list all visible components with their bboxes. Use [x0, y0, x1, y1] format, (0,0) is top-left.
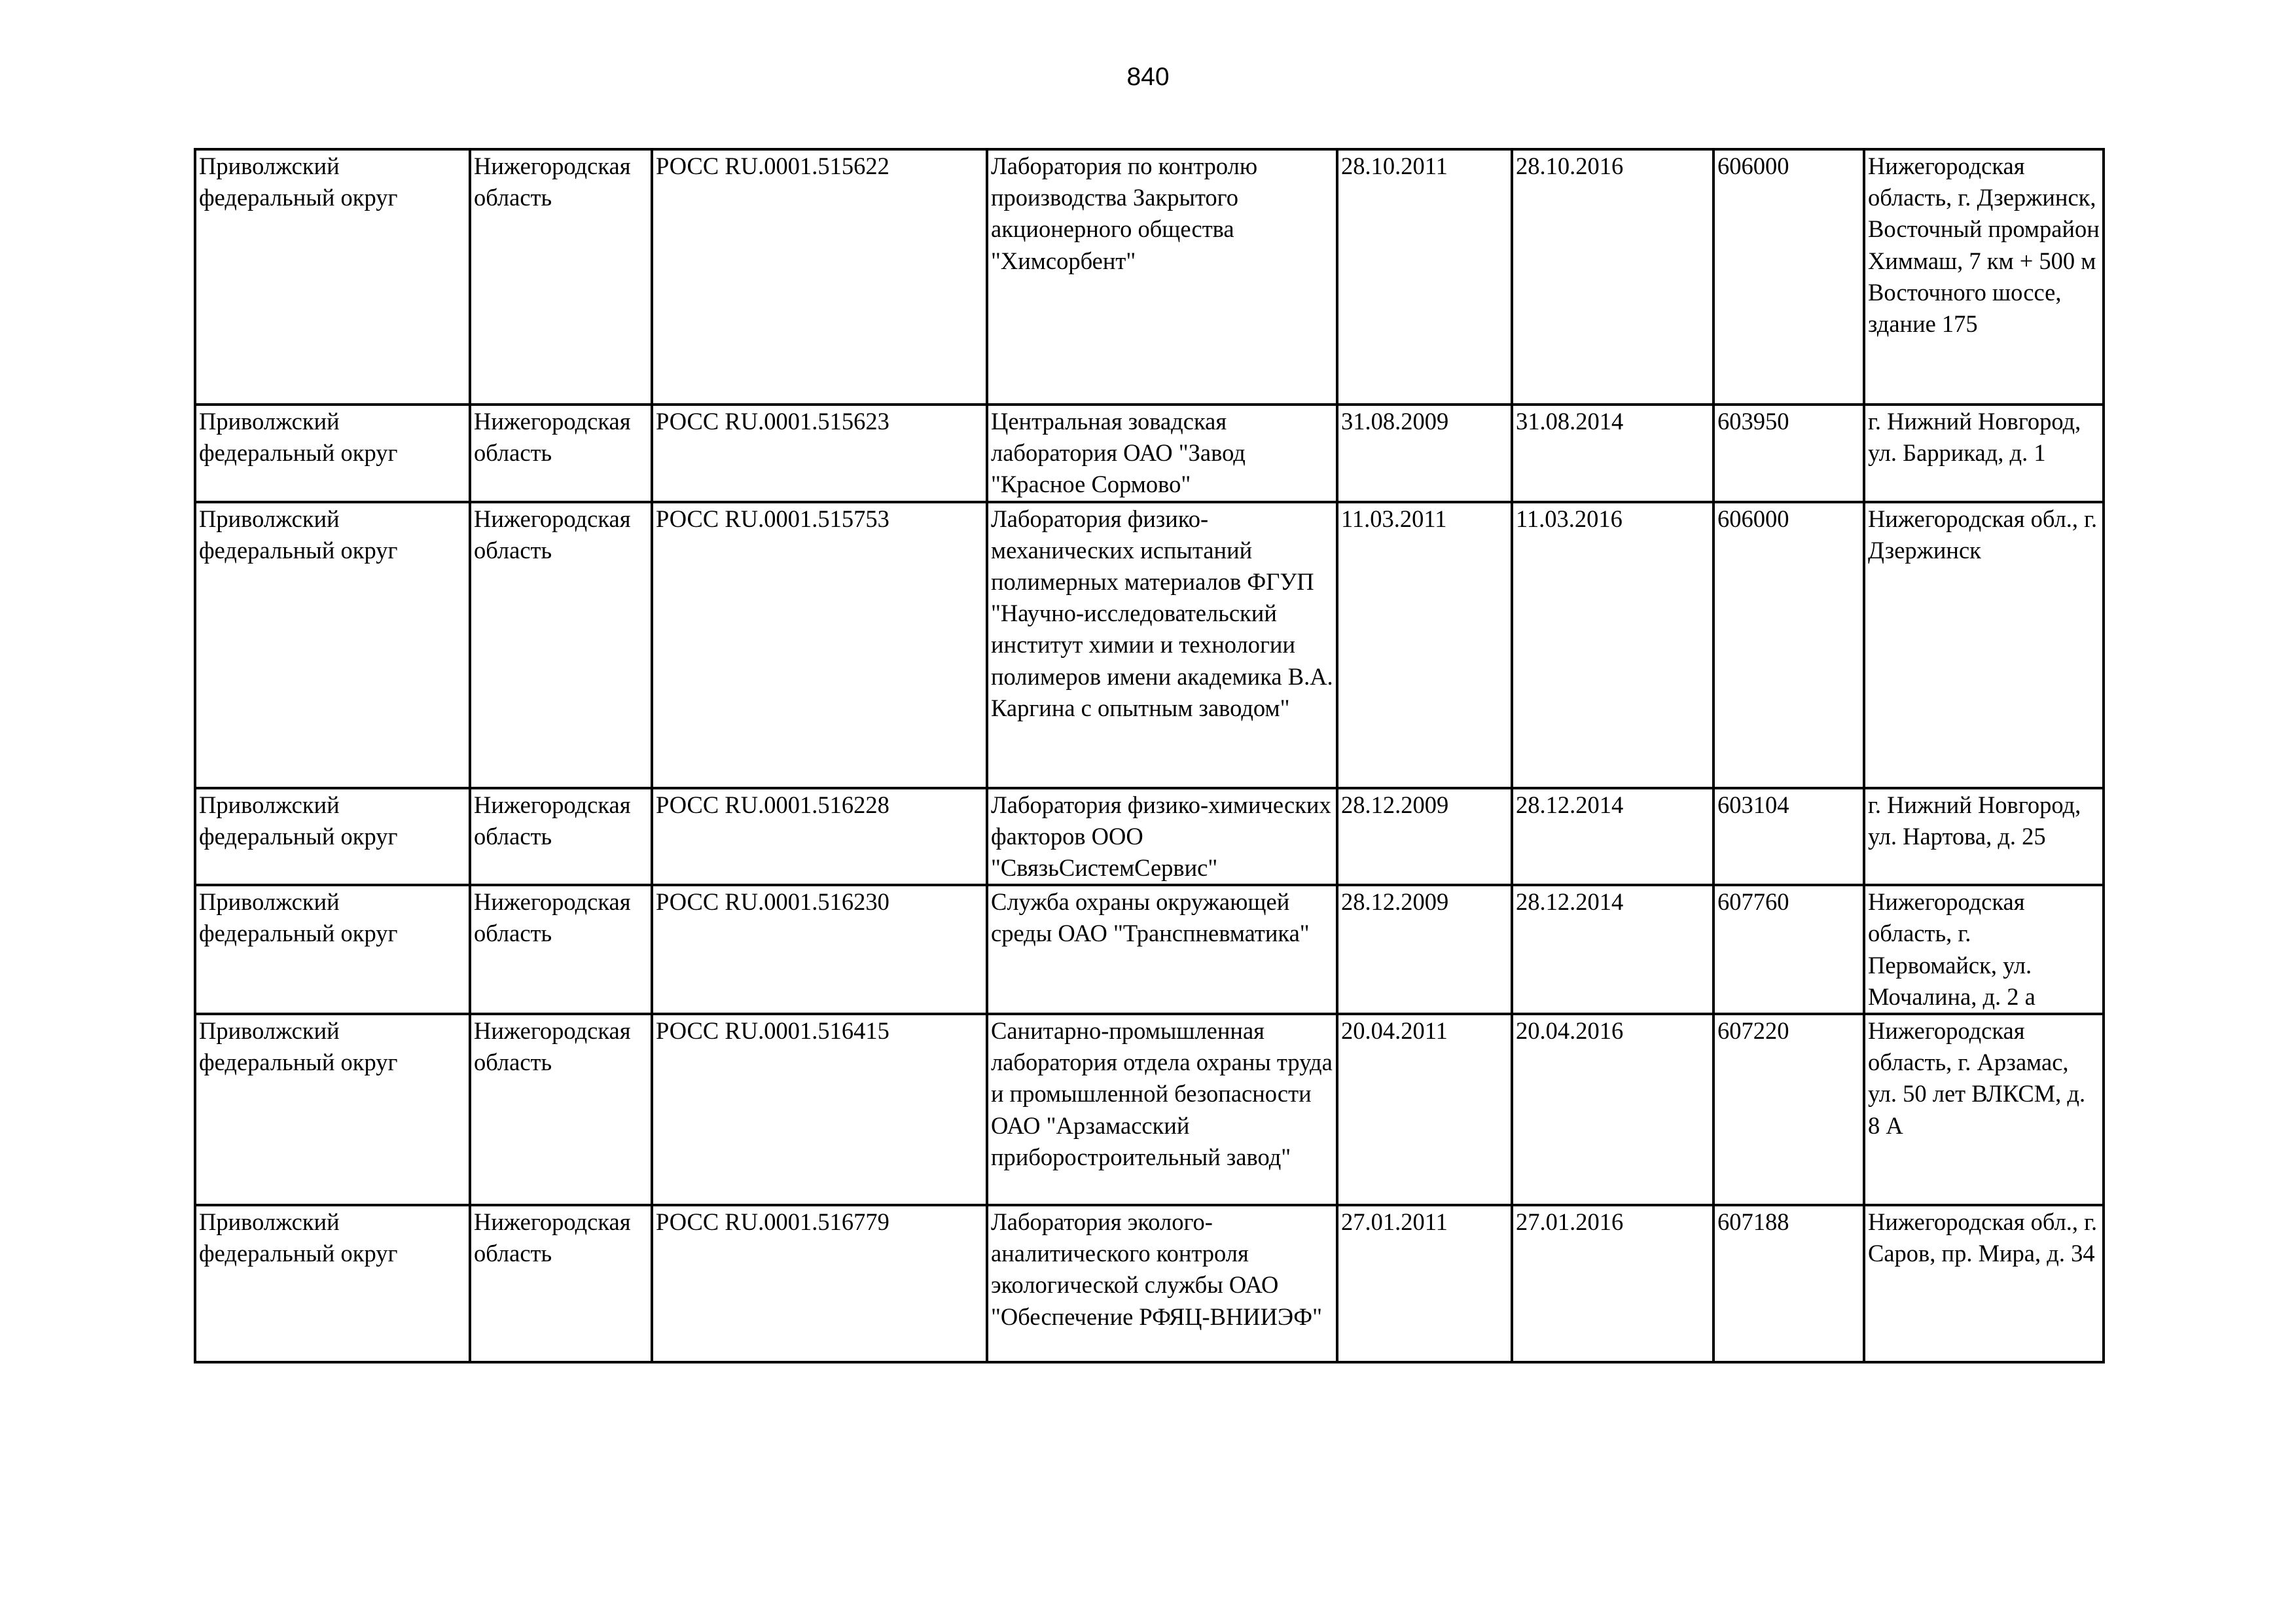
certificate-number-cell: РОСС RU.0001.516228: [652, 788, 987, 886]
date-to-cell: 11.03.2016: [1512, 502, 1713, 788]
district-cell: Приволжский федеральный округ: [195, 788, 470, 886]
address-cell: Нижегородская область, г. Первомайск, ул. Мочалина, д. 2 а: [1864, 885, 2104, 1014]
date-from-cell: 27.01.2011: [1337, 1205, 1512, 1362]
address-cell: Нижегородская обл., г. Саров, пр. Мира, д. 34: [1864, 1205, 2104, 1362]
date-from-cell: 28.10.2011: [1337, 149, 1512, 405]
laboratory-name-cell: Санитарно-промышленная лаборатория отдела охраны труда и промышленной безопасности ОАО "Арзамасский приборостроительный завод": [987, 1014, 1337, 1205]
district-cell: Приволжский федеральный округ: [195, 405, 470, 502]
certificate-number-cell: РОСС RU.0001.515753: [652, 502, 987, 788]
laboratory-name-cell: Лаборатория по контролю производства Закрытого акционерного общества "Химсорбент": [987, 149, 1337, 405]
certificate-number-cell: РОСС RU.0001.516230: [652, 885, 987, 1014]
address-cell: Нижегородская обл., г. Дзержинск: [1864, 502, 2104, 788]
table-row: [195, 502, 2104, 788]
region-cell: Нижегородская область: [470, 885, 652, 1014]
address-cell: г. Нижний Новгород, ул. Нартова, д. 25: [1864, 788, 2104, 886]
district-cell: Приволжский федеральный округ: [195, 1014, 470, 1205]
postal-code-cell: 603104: [1713, 788, 1864, 886]
district-cell: Приволжский федеральный округ: [195, 1205, 470, 1362]
certificate-number-cell: РОСС RU.0001.515623: [652, 405, 987, 502]
district-cell: Приволжский федеральный округ: [195, 502, 470, 788]
laboratory-name-cell: Центральная зовадская лаборатория ОАО "Завод "Красное Сормово": [987, 405, 1337, 502]
table-row: [195, 149, 2104, 405]
date-from-cell: 28.12.2009: [1337, 885, 1512, 1014]
postal-code-cell: 606000: [1713, 149, 1864, 405]
date-to-cell: 27.01.2016: [1512, 1205, 1713, 1362]
date-from-cell: 20.04.2011: [1337, 1014, 1512, 1205]
postal-code-cell: 607188: [1713, 1205, 1864, 1362]
laboratory-name-cell: Лаборатория эколого-аналитического контроля экологической службы ОАО "Обеспечение РФЯЦ-ВНИИЭФ": [987, 1205, 1337, 1362]
laboratory-registry-table: [194, 148, 2105, 1363]
address-cell: Нижегородская область, г. Дзержинск, Восточный промрайон Химмаш, 7 км + 500 м Восточного шоссе, здание 175: [1864, 149, 2104, 405]
region-cell: Нижегородская область: [470, 788, 652, 886]
postal-code-cell: 607220: [1713, 1014, 1864, 1205]
certificate-number-cell: РОСС RU.0001.516779: [652, 1205, 987, 1362]
date-from-cell: 28.12.2009: [1337, 788, 1512, 886]
address-cell: г. Нижний Новгород, ул. Баррикад, д. 1: [1864, 405, 2104, 502]
table-row: [195, 1014, 2104, 1205]
table-row: [195, 405, 2104, 502]
postal-code-cell: 603950: [1713, 405, 1864, 502]
date-from-cell: 11.03.2011: [1337, 502, 1512, 788]
laboratory-name-cell: Лаборатория физико-химических факторов ООО "СвязьСистемСервис": [987, 788, 1337, 886]
date-to-cell: 20.04.2016: [1512, 1014, 1713, 1205]
date-to-cell: 31.08.2014: [1512, 405, 1713, 502]
table-row: [195, 788, 2104, 886]
postal-code-cell: 606000: [1713, 502, 1864, 788]
district-cell: Приволжский федеральный округ: [195, 885, 470, 1014]
certificate-number-cell: РОСС RU.0001.516415: [652, 1014, 987, 1205]
region-cell: Нижегородская область: [470, 149, 652, 405]
region-cell: Нижегородская область: [470, 1014, 652, 1205]
date-to-cell: 28.12.2014: [1512, 788, 1713, 886]
address-cell: Нижегородская область, г. Арзамас, ул. 50 лет ВЛКСМ, д. 8 А: [1864, 1014, 2104, 1205]
laboratory-name-cell: Лаборатория физико-механических испытаний полимерных материалов ФГУП "Научно-исследовательский институт химии и технологии полимеров имени академика В.А. Каргина с опытным заводом": [987, 502, 1337, 788]
postal-code-cell: 607760: [1713, 885, 1864, 1014]
region-cell: Нижегородская область: [470, 1205, 652, 1362]
laboratory-name-cell: Служба охраны окружающей среды ОАО "Транспневматика": [987, 885, 1337, 1014]
page-number: 840: [1126, 63, 1170, 91]
date-to-cell: 28.10.2016: [1512, 149, 1713, 405]
region-cell: Нижегородская область: [470, 502, 652, 788]
region-cell: Нижегородская область: [470, 405, 652, 502]
table-row: [195, 885, 2104, 1014]
district-cell: Приволжский федеральный округ: [195, 149, 470, 405]
certificate-number-cell: РОСС RU.0001.515622: [652, 149, 987, 405]
date-from-cell: 31.08.2009: [1337, 405, 1512, 502]
table-row: [195, 1205, 2104, 1362]
date-to-cell: 28.12.2014: [1512, 885, 1713, 1014]
